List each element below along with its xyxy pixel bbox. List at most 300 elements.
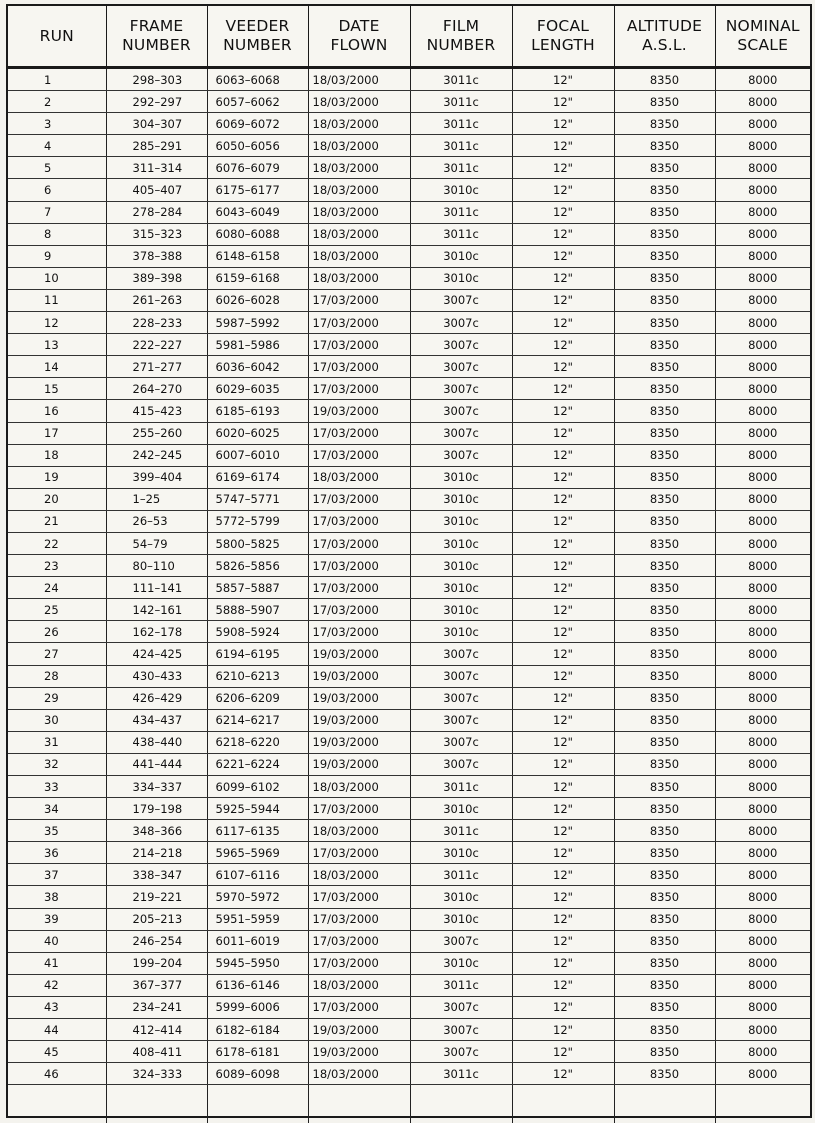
run-cell: 3: [8, 113, 106, 135]
veeder-number-cell: 6057–6062: [207, 91, 308, 113]
date-flown-cell: 18/03/2000: [308, 91, 410, 113]
date-flown-cell: 17/03/2000: [308, 599, 410, 621]
altitude-cell: 8350: [614, 776, 715, 798]
table-row: [8, 643, 810, 665]
table-row: [8, 687, 810, 709]
empty-cell: [106, 1085, 207, 1123]
frame-number-cell: 242–245: [106, 444, 207, 466]
altitude-cell: 8350: [614, 422, 715, 444]
frame-number-cell: 234–241: [106, 996, 207, 1018]
altitude-cell: 8350: [614, 289, 715, 311]
date-flown-cell: 19/03/2000: [308, 709, 410, 731]
film-number-cell: 3011c: [410, 776, 512, 798]
veeder-number-cell: 5981–5986: [207, 334, 308, 356]
veeder-number-cell: 5951–5959: [207, 908, 308, 930]
film-number-cell: 3010c: [410, 179, 512, 201]
altitude-cell: 8350: [614, 952, 715, 974]
veeder-number-cell: 6063–6068: [207, 68, 308, 91]
altitude-cell: 8350: [614, 68, 715, 91]
film-number-cell: 3010c: [410, 532, 512, 554]
empty-cell: [207, 1085, 308, 1123]
date-flown-cell: 17/03/2000: [308, 555, 410, 577]
table-row: [8, 113, 810, 135]
film-number-cell: 3011c: [410, 91, 512, 113]
veeder-number-cell: 5965–5969: [207, 842, 308, 864]
altitude-cell: 8350: [614, 820, 715, 842]
date-flown-cell: 17/03/2000: [308, 422, 410, 444]
frame-number-cell: 415–423: [106, 400, 207, 422]
flight-run-table: [8, 6, 810, 1123]
run-cell: 17: [8, 422, 106, 444]
date-flown-cell: 17/03/2000: [308, 312, 410, 334]
date-flown-cell: 18/03/2000: [308, 1063, 410, 1085]
table-row: [8, 731, 810, 753]
frame-number-cell: 80–110: [106, 555, 207, 577]
veeder-number-cell: 5772–5799: [207, 510, 308, 532]
table-row: [8, 91, 810, 113]
focal-length-cell: 12": [512, 444, 614, 466]
frame-number-cell: 311–314: [106, 157, 207, 179]
veeder-number-cell: 5999–6006: [207, 996, 308, 1018]
run-cell: 40: [8, 930, 106, 952]
veeder-number-cell: 6099–6102: [207, 776, 308, 798]
focal-length-cell: 12": [512, 952, 614, 974]
film-number-cell: 3007c: [410, 422, 512, 444]
veeder-number-cell: 5970–5972: [207, 886, 308, 908]
frame-number-cell: 255–260: [106, 422, 207, 444]
date-flown-cell: 17/03/2000: [308, 952, 410, 974]
altitude-cell: 8350: [614, 709, 715, 731]
focal-length-cell: 12": [512, 731, 614, 753]
table-row: [8, 753, 810, 775]
nominal-scale-cell: 8000: [715, 422, 810, 444]
film-number-cell: 3011c: [410, 974, 512, 996]
header-focal-length: FOCAL LENGTH: [512, 6, 614, 68]
frame-number-cell: 434–437: [106, 709, 207, 731]
empty-cell: [715, 1085, 810, 1123]
focal-length-cell: 12": [512, 223, 614, 245]
veeder-number-cell: 6011–6019: [207, 930, 308, 952]
nominal-scale-cell: 8000: [715, 68, 810, 91]
frame-number-cell: 338–347: [106, 864, 207, 886]
film-number-cell: 3007c: [410, 1041, 512, 1063]
header-frame-number: FRAME NUMBER: [106, 6, 207, 68]
focal-length-cell: 12": [512, 356, 614, 378]
nominal-scale-cell: 8000: [715, 488, 810, 510]
run-cell: 41: [8, 952, 106, 974]
empty-cell: [614, 1085, 715, 1123]
run-cell: 16: [8, 400, 106, 422]
focal-length-cell: 12": [512, 289, 614, 311]
focal-length-cell: 12": [512, 488, 614, 510]
nominal-scale-cell: 8000: [715, 886, 810, 908]
frame-number-cell: 261–263: [106, 289, 207, 311]
date-flown-cell: 17/03/2000: [308, 488, 410, 510]
frame-number-cell: 162–178: [106, 621, 207, 643]
table-row: [8, 223, 810, 245]
veeder-number-cell: 6076–6079: [207, 157, 308, 179]
film-number-cell: 3011c: [410, 135, 512, 157]
date-flown-cell: 19/03/2000: [308, 731, 410, 753]
nominal-scale-cell: 8000: [715, 378, 810, 400]
date-flown-cell: 18/03/2000: [308, 179, 410, 201]
frame-number-cell: 264–270: [106, 378, 207, 400]
altitude-cell: 8350: [614, 643, 715, 665]
table-row: [8, 886, 810, 908]
header-date-flown: DATE FLOWN: [308, 6, 410, 68]
run-cell: 37: [8, 864, 106, 886]
run-cell: 7: [8, 201, 106, 223]
run-cell: 30: [8, 709, 106, 731]
table-row: [8, 289, 810, 311]
empty-cell: [308, 1085, 410, 1123]
date-flown-cell: 17/03/2000: [308, 289, 410, 311]
frame-number-cell: 1–25: [106, 488, 207, 510]
veeder-number-cell: 6221–6224: [207, 753, 308, 775]
table-row: [8, 510, 810, 532]
empty-cell: [512, 1085, 614, 1123]
focal-length-cell: 12": [512, 378, 614, 400]
altitude-cell: 8350: [614, 400, 715, 422]
frame-number-cell: 26–53: [106, 510, 207, 532]
altitude-cell: 8350: [614, 621, 715, 643]
table-row: [8, 532, 810, 554]
date-flown-cell: 17/03/2000: [308, 798, 410, 820]
date-flown-cell: 18/03/2000: [308, 157, 410, 179]
focal-length-cell: 12": [512, 687, 614, 709]
date-flown-cell: 19/03/2000: [308, 1041, 410, 1063]
nominal-scale-cell: 8000: [715, 201, 810, 223]
altitude-cell: 8350: [614, 488, 715, 510]
nominal-scale-cell: 8000: [715, 731, 810, 753]
film-number-cell: 3007c: [410, 687, 512, 709]
focal-length-cell: 12": [512, 665, 614, 687]
altitude-cell: 8350: [614, 356, 715, 378]
run-cell: 8: [8, 223, 106, 245]
date-flown-cell: 19/03/2000: [308, 687, 410, 709]
date-flown-cell: 17/03/2000: [308, 908, 410, 930]
film-number-cell: 3010c: [410, 245, 512, 267]
date-flown-cell: 18/03/2000: [308, 466, 410, 488]
altitude-cell: 8350: [614, 91, 715, 113]
date-flown-cell: 17/03/2000: [308, 930, 410, 952]
table-body: [8, 68, 810, 1123]
nominal-scale-cell: 8000: [715, 577, 810, 599]
table-row: [8, 798, 810, 820]
altitude-cell: 8350: [614, 444, 715, 466]
run-cell: 11: [8, 289, 106, 311]
table-row: [8, 996, 810, 1018]
flight-run-sheet: [6, 4, 812, 1118]
focal-length-cell: 12": [512, 753, 614, 775]
focal-length-cell: 12": [512, 776, 614, 798]
nominal-scale-cell: 8000: [715, 621, 810, 643]
focal-length-cell: 12": [512, 709, 614, 731]
run-cell: 25: [8, 599, 106, 621]
frame-number-cell: 278–284: [106, 201, 207, 223]
veeder-number-cell: 6169–6174: [207, 466, 308, 488]
table-row: [8, 267, 810, 289]
header-nominal-scale: NOMINAL SCALE: [715, 6, 810, 68]
film-number-cell: 3010c: [410, 842, 512, 864]
focal-length-cell: 12": [512, 886, 614, 908]
altitude-cell: 8350: [614, 753, 715, 775]
frame-number-cell: 441–444: [106, 753, 207, 775]
film-number-cell: 3007c: [410, 356, 512, 378]
veeder-number-cell: 6206–6209: [207, 687, 308, 709]
altitude-cell: 8350: [614, 113, 715, 135]
frame-number-cell: 367–377: [106, 974, 207, 996]
frame-number-cell: 405–407: [106, 179, 207, 201]
altitude-cell: 8350: [614, 334, 715, 356]
header-film-number: FILM NUMBER: [410, 6, 512, 68]
veeder-number-cell: 6036–6042: [207, 356, 308, 378]
nominal-scale-cell: 8000: [715, 798, 810, 820]
veeder-number-cell: 5925–5944: [207, 798, 308, 820]
nominal-scale-cell: 8000: [715, 974, 810, 996]
focal-length-cell: 12": [512, 908, 614, 930]
nominal-scale-cell: 8000: [715, 952, 810, 974]
altitude-cell: 8350: [614, 223, 715, 245]
date-flown-cell: 18/03/2000: [308, 245, 410, 267]
run-cell: 5: [8, 157, 106, 179]
veeder-number-cell: 5826–5856: [207, 555, 308, 577]
nominal-scale-cell: 8000: [715, 996, 810, 1018]
nominal-scale-cell: 8000: [715, 444, 810, 466]
altitude-cell: 8350: [614, 930, 715, 952]
date-flown-cell: 17/03/2000: [308, 621, 410, 643]
run-cell: 20: [8, 488, 106, 510]
veeder-number-cell: 6214–6217: [207, 709, 308, 731]
frame-number-cell: 348–366: [106, 820, 207, 842]
table-row: [8, 665, 810, 687]
focal-length-cell: 12": [512, 577, 614, 599]
focal-length-cell: 12": [512, 510, 614, 532]
focal-length-cell: 12": [512, 842, 614, 864]
veeder-number-cell: 6185–6193: [207, 400, 308, 422]
run-cell: 12: [8, 312, 106, 334]
veeder-number-cell: 6117–6135: [207, 820, 308, 842]
date-flown-cell: 17/03/2000: [308, 532, 410, 554]
frame-number-cell: 199–204: [106, 952, 207, 974]
nominal-scale-cell: 8000: [715, 599, 810, 621]
film-number-cell: 3007c: [410, 378, 512, 400]
film-number-cell: 3007c: [410, 996, 512, 1018]
film-number-cell: 3010c: [410, 577, 512, 599]
altitude-cell: 8350: [614, 599, 715, 621]
run-cell: 10: [8, 267, 106, 289]
frame-number-cell: 389–398: [106, 267, 207, 289]
film-number-cell: 3007c: [410, 665, 512, 687]
table-row: [8, 444, 810, 466]
table-row: [8, 776, 810, 798]
nominal-scale-cell: 8000: [715, 289, 810, 311]
film-number-cell: 3010c: [410, 908, 512, 930]
film-number-cell: 3011c: [410, 864, 512, 886]
date-flown-cell: 17/03/2000: [308, 510, 410, 532]
nominal-scale-cell: 8000: [715, 400, 810, 422]
veeder-number-cell: 6069–6072: [207, 113, 308, 135]
nominal-scale-cell: 8000: [715, 157, 810, 179]
focal-length-cell: 12": [512, 930, 614, 952]
film-number-cell: 3010c: [410, 599, 512, 621]
altitude-cell: 8350: [614, 1041, 715, 1063]
frame-number-cell: 430–433: [106, 665, 207, 687]
table-row: [8, 378, 810, 400]
table-row: [8, 842, 810, 864]
date-flown-cell: 18/03/2000: [308, 776, 410, 798]
film-number-cell: 3007c: [410, 334, 512, 356]
run-cell: 2: [8, 91, 106, 113]
table-row: [8, 952, 810, 974]
table-row: [8, 68, 810, 91]
altitude-cell: 8350: [614, 798, 715, 820]
frame-number-cell: 408–411: [106, 1041, 207, 1063]
altitude-cell: 8350: [614, 201, 715, 223]
focal-length-cell: 12": [512, 532, 614, 554]
table-row: [8, 422, 810, 444]
altitude-cell: 8350: [614, 179, 715, 201]
frame-number-cell: 378–388: [106, 245, 207, 267]
focal-length-cell: 12": [512, 312, 614, 334]
altitude-cell: 8350: [614, 1019, 715, 1041]
nominal-scale-cell: 8000: [715, 135, 810, 157]
focal-length-cell: 12": [512, 157, 614, 179]
altitude-cell: 8350: [614, 908, 715, 930]
nominal-scale-cell: 8000: [715, 776, 810, 798]
frame-number-cell: 54–79: [106, 532, 207, 554]
nominal-scale-cell: 8000: [715, 908, 810, 930]
altitude-cell: 8350: [614, 996, 715, 1018]
date-flown-cell: 18/03/2000: [308, 68, 410, 91]
film-number-cell: 3010c: [410, 952, 512, 974]
focal-length-cell: 12": [512, 91, 614, 113]
nominal-scale-cell: 8000: [715, 356, 810, 378]
run-cell: 13: [8, 334, 106, 356]
nominal-scale-cell: 8000: [715, 466, 810, 488]
frame-number-cell: 271–277: [106, 356, 207, 378]
date-flown-cell: 18/03/2000: [308, 864, 410, 886]
veeder-number-cell: 6194–6195: [207, 643, 308, 665]
empty-cell: [410, 1085, 512, 1123]
altitude-cell: 8350: [614, 555, 715, 577]
date-flown-cell: 17/03/2000: [308, 842, 410, 864]
run-cell: 24: [8, 577, 106, 599]
run-cell: 1: [8, 68, 106, 91]
run-cell: 32: [8, 753, 106, 775]
altitude-cell: 8350: [614, 687, 715, 709]
veeder-number-cell: 6136–6146: [207, 974, 308, 996]
focal-length-cell: 12": [512, 113, 614, 135]
table-row: [8, 488, 810, 510]
run-cell: 28: [8, 665, 106, 687]
film-number-cell: 3007c: [410, 400, 512, 422]
table-row: [8, 1019, 810, 1041]
veeder-number-cell: 6043–6049: [207, 201, 308, 223]
veeder-number-cell: 5747–5771: [207, 488, 308, 510]
altitude-cell: 8350: [614, 1063, 715, 1085]
frame-number-cell: 292–297: [106, 91, 207, 113]
focal-length-cell: 12": [512, 996, 614, 1018]
focal-length-cell: 12": [512, 1063, 614, 1085]
date-flown-cell: 18/03/2000: [308, 223, 410, 245]
film-number-cell: 3010c: [410, 267, 512, 289]
run-cell: 21: [8, 510, 106, 532]
frame-number-cell: 304–307: [106, 113, 207, 135]
table-row: [8, 312, 810, 334]
focal-length-cell: 12": [512, 1041, 614, 1063]
veeder-number-cell: 6089–6098: [207, 1063, 308, 1085]
film-number-cell: 3010c: [410, 510, 512, 532]
focal-length-cell: 12": [512, 555, 614, 577]
table-row: [8, 334, 810, 356]
veeder-number-cell: 5908–5924: [207, 621, 308, 643]
nominal-scale-cell: 8000: [715, 113, 810, 135]
altitude-cell: 8350: [614, 577, 715, 599]
run-cell: 26: [8, 621, 106, 643]
run-cell: 29: [8, 687, 106, 709]
veeder-number-cell: 6007–6010: [207, 444, 308, 466]
date-flown-cell: 17/03/2000: [308, 996, 410, 1018]
frame-number-cell: 424–425: [106, 643, 207, 665]
veeder-number-cell: 5888–5907: [207, 599, 308, 621]
veeder-number-cell: 5945–5950: [207, 952, 308, 974]
veeder-number-cell: 5987–5992: [207, 312, 308, 334]
veeder-number-cell: 6050–6056: [207, 135, 308, 157]
nominal-scale-cell: 8000: [715, 1063, 810, 1085]
date-flown-cell: 17/03/2000: [308, 886, 410, 908]
altitude-cell: 8350: [614, 245, 715, 267]
nominal-scale-cell: 8000: [715, 312, 810, 334]
run-cell: 45: [8, 1041, 106, 1063]
nominal-scale-cell: 8000: [715, 643, 810, 665]
empty-cell: [8, 1085, 106, 1123]
nominal-scale-cell: 8000: [715, 1019, 810, 1041]
focal-length-cell: 12": [512, 643, 614, 665]
date-flown-cell: 19/03/2000: [308, 753, 410, 775]
date-flown-cell: 17/03/2000: [308, 444, 410, 466]
run-cell: 43: [8, 996, 106, 1018]
veeder-number-cell: 6175–6177: [207, 179, 308, 201]
film-number-cell: 3011c: [410, 1063, 512, 1085]
table-row: [8, 135, 810, 157]
film-number-cell: 3010c: [410, 555, 512, 577]
veeder-number-cell: 6210–6213: [207, 665, 308, 687]
frame-number-cell: 298–303: [106, 68, 207, 91]
run-cell: 9: [8, 245, 106, 267]
focal-length-cell: 12": [512, 864, 614, 886]
run-cell: 4: [8, 135, 106, 157]
date-flown-cell: 19/03/2000: [308, 643, 410, 665]
date-flown-cell: 17/03/2000: [308, 334, 410, 356]
focal-length-cell: 12": [512, 466, 614, 488]
date-flown-cell: 17/03/2000: [308, 577, 410, 599]
date-flown-cell: 17/03/2000: [308, 356, 410, 378]
header-veeder-number: VEEDER NUMBER: [207, 6, 308, 68]
date-flown-cell: 18/03/2000: [308, 113, 410, 135]
film-number-cell: 3011c: [410, 820, 512, 842]
run-cell: 14: [8, 356, 106, 378]
run-cell: 31: [8, 731, 106, 753]
film-number-cell: 3010c: [410, 621, 512, 643]
frame-number-cell: 334–337: [106, 776, 207, 798]
veeder-number-cell: 5857–5887: [207, 577, 308, 599]
focal-length-cell: 12": [512, 179, 614, 201]
focal-length-cell: 12": [512, 974, 614, 996]
nominal-scale-cell: 8000: [715, 532, 810, 554]
table-row: [8, 400, 810, 422]
header-altitude: ALTITUDE A.S.L.: [614, 6, 715, 68]
